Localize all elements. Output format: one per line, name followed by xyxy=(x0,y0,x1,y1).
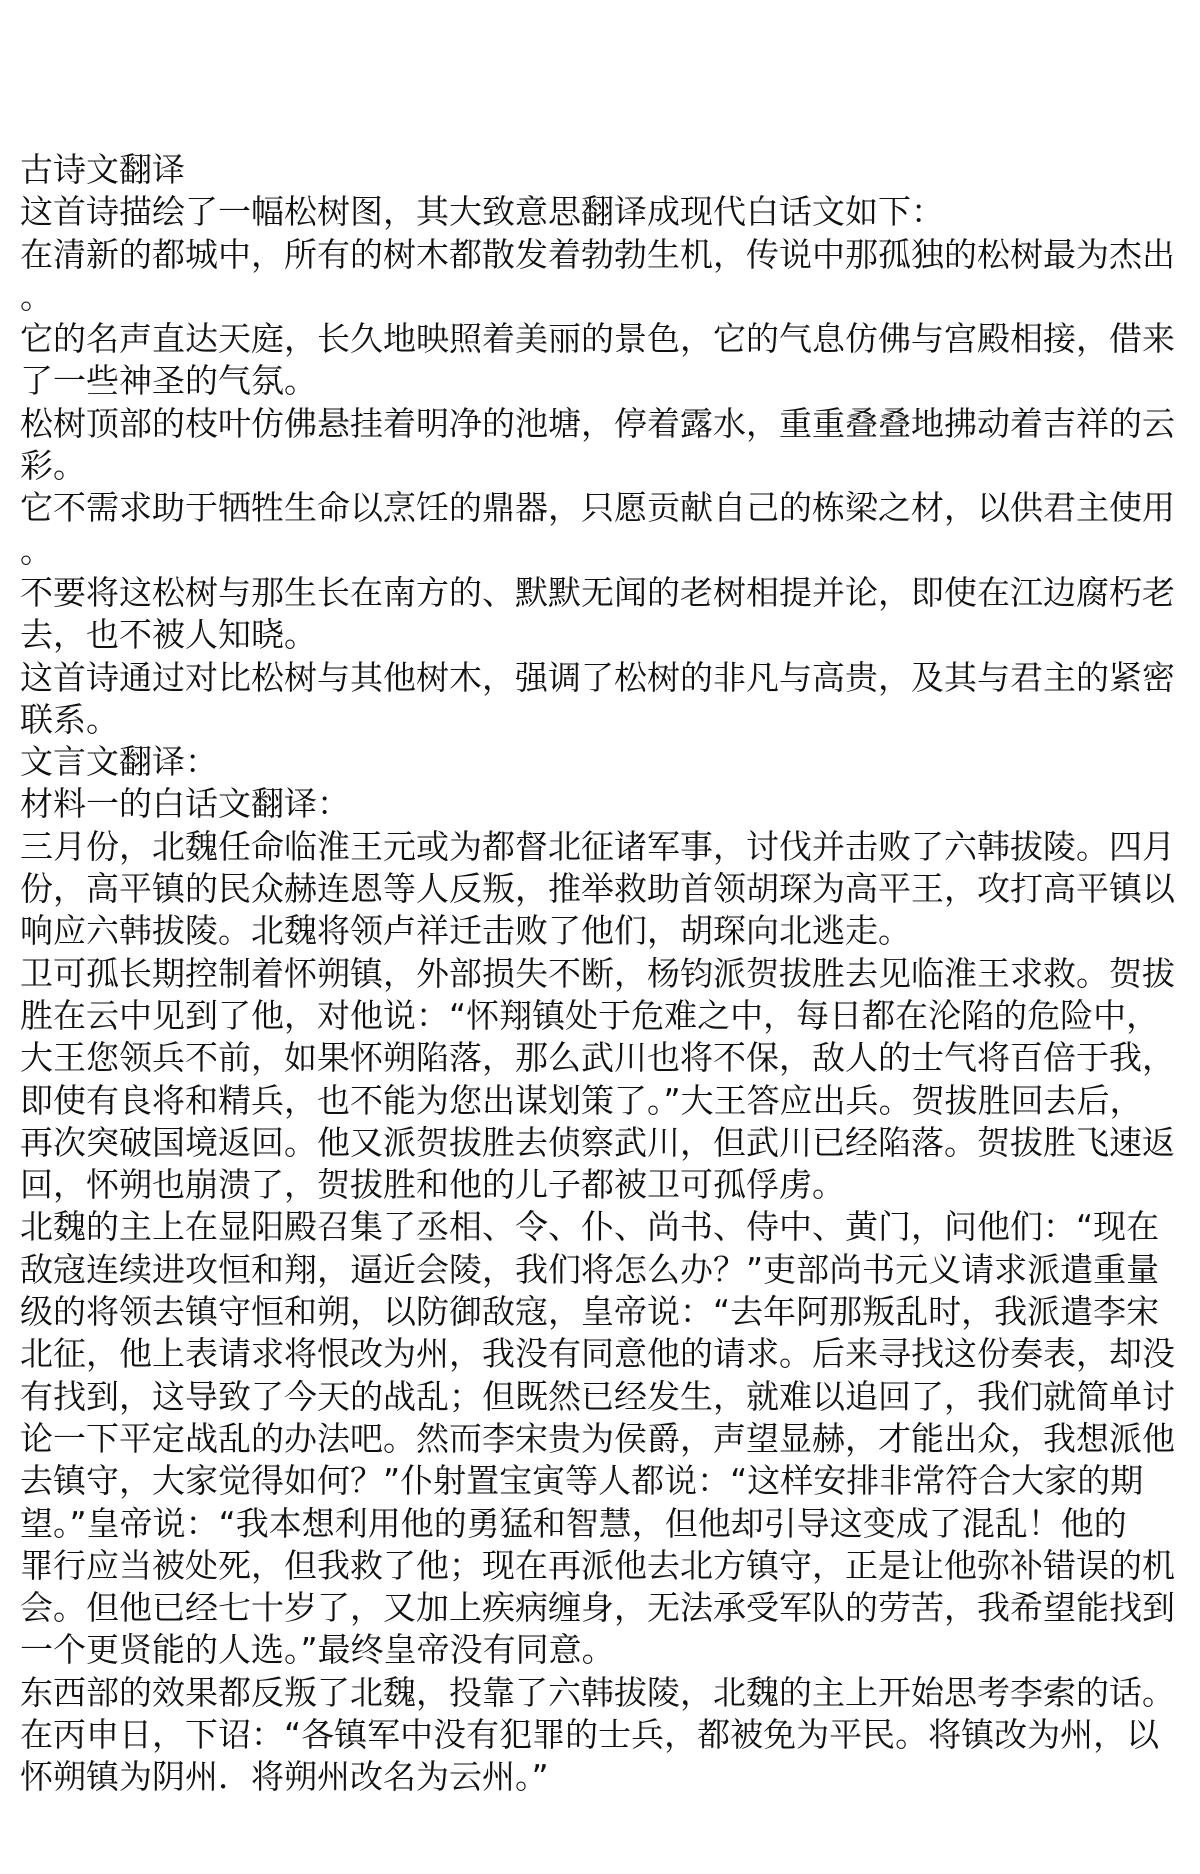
text-line: 回，怀朔也崩溃了，贺拔胜和他的儿子都被卫可孤俘虏。 xyxy=(20,1165,845,1205)
document-text xyxy=(20,149,1175,1799)
text-line: 彩。 xyxy=(20,446,86,486)
text-line: 去，也不被人知晓。 xyxy=(20,615,317,655)
text-line: 材料一的白话文翻译： xyxy=(20,784,350,824)
text-line: 北魏的主上在显阳殿召集了丞相、令、仆、尚书、侍中、黄门，问他们：“现在 xyxy=(20,1207,1160,1247)
text-line: 它不需求助于牺牲生命以烹饪的鼎器，只愿贡献自己的栋梁之材，以供君主使用 xyxy=(20,488,1175,528)
text-line: 东西部的效果都反叛了北魏，投靠了六韩拔陵，北魏的主上开始思考李索的话。 xyxy=(20,1672,1175,1712)
text-line: 了一些神圣的气氛。 xyxy=(20,361,317,401)
text-line: 这首诗通过对比松树与其他树木，强调了松树的非凡与高贵，及其与君主的紧密 xyxy=(20,657,1175,697)
text-line: 即使有良将和精兵，也不能为您出谋划策了。”大王答应出兵。贺拔胜回去后， xyxy=(20,1080,1143,1120)
text-line: 。 xyxy=(20,530,53,570)
text-line: 三月份，北魏任命临淮王元或为都督北征诸军事，讨伐并击败了六韩拔陵。四月 xyxy=(20,826,1175,866)
text-line: 敌寇连续进攻恒和翔，逼近会陵，我们将怎么办？”吏部尚书元义请求派遣重量 xyxy=(20,1249,1160,1289)
text-line: 望。”皇帝说：“我本想利用他的勇猛和智慧，但他却引导这变成了混乱！他的 xyxy=(20,1503,1127,1543)
text-line: 份，高平镇的民众赫连恩等人反叛，推举救助首领胡琛为高平王，攻打高平镇以 xyxy=(20,869,1175,909)
text-line: 不要将这松树与那生长在南方的、默默无闻的老树相提并论，即使在江边腐朽老 xyxy=(20,572,1175,612)
text-line: 古诗文翻译 xyxy=(20,150,185,189)
text-line: 北征，他上表请求将恨改为州，我没有同意他的请求。后来寻找这份奏表，却没 xyxy=(20,1334,1175,1374)
text-line: 级的将领去镇守恒和朔，以防御敌寇，皇帝说：“去年阿那叛乱时，我派遣李宋 xyxy=(20,1292,1160,1332)
text-line: 这首诗描绘了一幅松树图，其大致意思翻译成现代白话文如下： xyxy=(20,192,944,232)
text-line: 再次突破国境返回。他又派贺拔胜去侦察武川，但武川已经陷落。贺拔胜飞速返 xyxy=(20,1122,1175,1162)
text-line: 松树顶部的枝叶仿佛悬挂着明净的池塘，停着露水，重重叠叠地拂动着吉祥的云 xyxy=(20,403,1175,443)
text-line: 会。但他已经七十岁了，又加上疾病缠身，无法承受军队的劳苦，我希望能找到 xyxy=(20,1588,1175,1628)
text-line: 卫可孤长期控制着怀朔镇，外部损失不断，杨钧派贺拔胜去见临淮王求救。贺拔 xyxy=(20,953,1175,993)
text-line: 胜在云中见到了他，对他说：“怀翔镇处于危难之中，每日都在沦陷的危险中， xyxy=(20,995,1160,1035)
text-line: 响应六韩拔陵。北魏将领卢祥迁击败了他们，胡琛向北逃走。 xyxy=(20,911,911,951)
text-line: 联系。 xyxy=(20,699,119,739)
text-line: 有找到，这导致了今天的战乱；但既然已经发生，就难以追回了，我们就简单讨 xyxy=(20,1376,1175,1416)
text-line: 去镇守，大家觉得如何？”仆射置宝寅等人都说：“这样安排非常符合大家的期 xyxy=(20,1461,1144,1501)
text-line: 它的名声直达天庭，长久地映照着美丽的景色，它的气息仿佛与宫殿相接，借来 xyxy=(20,319,1175,359)
text-line: 在丙申日，下诏：“各镇军中没有犯罪的士兵，都被免为平民。将镇改为州，以 xyxy=(20,1714,1160,1754)
text-line: 。 xyxy=(20,276,53,316)
text-line: 罪行应当被处死，但我救了他；现在再派他去北方镇守，正是让他弥补错误的机 xyxy=(20,1545,1175,1585)
text-line: 论一下平定战乱的办法吧。然而李宋贵为侯爵，声望显赫，才能出众，我想派他 xyxy=(20,1418,1175,1458)
text-line: 大王您领兵不前，如果怀朔陷落，那么武川也将不保，敌人的士气将百倍于我， xyxy=(20,1038,1175,1078)
text-line: 在清新的都城中，所有的树木都散发着勃勃生机，传说中那孤独的松树最为杰出 xyxy=(20,234,1175,274)
text-line: 一个更贤能的人选。”最终皇帝没有同意。 xyxy=(20,1630,615,1670)
text-line: 怀朔镇为阴州．将朔州改名为云州。” xyxy=(20,1757,549,1797)
text-line: 文言文翻译： xyxy=(20,742,218,782)
